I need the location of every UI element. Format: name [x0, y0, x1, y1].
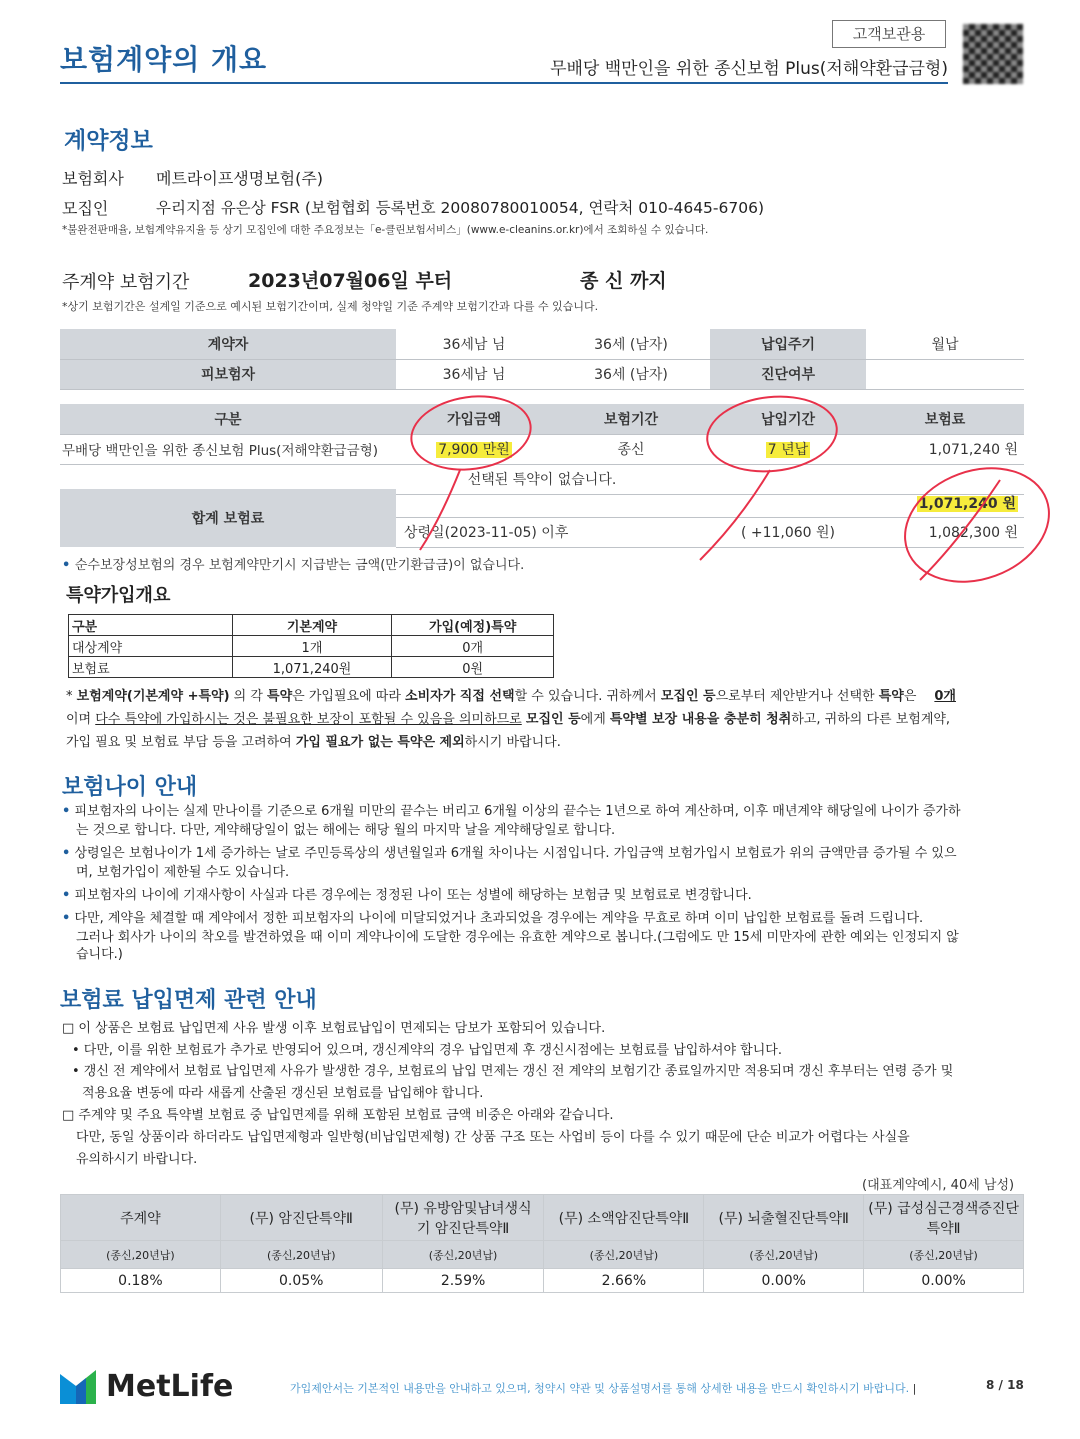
- footer-notice: 가입제안서는 기본적인 내용만을 안내하고 있으며, 청약시 약관 및 상품설명서를 통해 상세한 내용을 반드시 확인하시기 바랍니다. |: [290, 1382, 917, 1395]
- rate-sub: (종신,20년납): [382, 1241, 544, 1269]
- insured-label: 피보험자: [60, 359, 396, 389]
- rate-sub: (종신,20년납): [61, 1241, 221, 1269]
- coverage-premium: 1,071,240 원: [866, 434, 1024, 464]
- rider-header-type: 구분: [69, 615, 233, 636]
- page-number: 8 / 18: [986, 1378, 1024, 1392]
- coverage-header-row: [60, 404, 1024, 434]
- age-guide-item: • 피보험자의 나이는 실제 만나이를 기준으로 6개월 미만의 끝수는 버리고 6개월 이상의 끝수는 1년으로 하여 계산하며, 이후 매년계약 해당일에 나이가 증가하: [62, 804, 961, 819]
- age-guide-item-cont: 그러나 회사가 나이의 착오를 발견하였을 때 이미 계약나이에 도달한 경우에는 유효한 계약으로 봅니다.(그럼에도 만 15세 미만자에 관한 예외는 인정되지 않: [76, 930, 959, 945]
- metlife-logo-text: MetLife: [106, 1368, 234, 1404]
- waiver-line: • 다만, 이를 위한 보험료가 추가로 반영되어 있으며, 갱신계약의 경우 납입면제 후 갱신시점에는 보험료를 납입하셔야 합니다.: [72, 1043, 782, 1058]
- age-guide-item: • 피보험자의 나이에 기재사항이 사실과 다른 경우에는 정정된 나이 또는 성별에 해당하는 보험금 및 보험료로 변경합니다.: [62, 888, 752, 903]
- rate-header: 주계약: [61, 1195, 221, 1241]
- rider-row-label: 보험료: [69, 657, 233, 678]
- age-up-label: 상령일(2023-11-05) 이후: [396, 517, 710, 547]
- age-guide-item: • 다만, 계약을 체결할 때 계약에서 정한 피보험자의 나이에 미달되었거나 초과되었을 경우에는 계약을 무효로 하며 이미 납입한 보험료를 돌려 드립니다.: [62, 911, 924, 926]
- rate-header: (무) 급성심근경색증진단 특약Ⅱ: [864, 1195, 1024, 1241]
- coverage-header-pay-period: 납입기간: [710, 404, 866, 434]
- period-note: *상기 보험기간은 설계일 기준으로 예시된 보험기간이며, 실제 청약일 기준 주계약 보험기간과 다를 수 있습니다.: [62, 300, 599, 313]
- rate-value: 2.66%: [544, 1269, 704, 1293]
- metlife-logo: [58, 1366, 233, 1406]
- qr-code-icon: [963, 24, 1023, 84]
- waiver-line: 유의하시기 바랍니다.: [76, 1152, 198, 1167]
- rider-header-rider: 가입(예정)특약: [392, 615, 554, 636]
- header-divider: [60, 82, 948, 84]
- waiver-title: 보험료 납입면제 관련 안내: [60, 988, 317, 1013]
- rate-sub: (종신,20년납): [544, 1241, 704, 1269]
- waiver-rates-values: [61, 1269, 1024, 1293]
- age-guide-item-cont: 습니다.): [76, 947, 123, 962]
- pay-cycle-label: 납입주기: [710, 329, 866, 359]
- rate-header: (무) 소액암진단특약Ⅱ: [544, 1195, 704, 1241]
- example-note: (대표계약예시, 40세 남성): [862, 1178, 1015, 1193]
- rate-header: (무) 암진단특약Ⅱ: [220, 1195, 382, 1241]
- rider-paragraph-line-1: * 보험계약(기본계약 +특약) 의 각 특약은 가입필요에 따라 소비자가 직접 선택할 수 있습니다. 귀하께서 모집인 등으로부터 제안받거나 선택한 특약은 0개: [66, 689, 956, 704]
- coverage-header-type: 구분: [60, 404, 396, 434]
- insured-age: 36세 (남자): [552, 359, 710, 389]
- insured-name: 36세남 님: [396, 359, 552, 389]
- rider-paragraph-line-3: 가입 필요 및 보험료 부담 등을 고려하여 가입 필요가 없는 특약은 제외하시기 바랍니다.: [66, 735, 561, 750]
- waiver-line: 다만, 동일 상품이라 하더라도 납입면제형과 일반형(비납입면제형) 간 상품 구조 또는 사업비 등이 다를 수 있기 때문에 단순 비교가 어렵다는 사실을: [76, 1130, 910, 1145]
- contractor-row: [60, 329, 1024, 359]
- persons-table: [60, 329, 1024, 390]
- contractor-age: 36세 (남자): [552, 329, 710, 359]
- rider-header-basic: 기본계약: [232, 615, 392, 636]
- age-guide-title: 보험나이 안내: [62, 775, 198, 800]
- waiver-rates-header: [61, 1195, 1024, 1241]
- coverage-header-premium: 보험료: [866, 404, 1024, 434]
- diagnosis-value: [866, 359, 1024, 389]
- contractor-name: 36세남 님: [396, 329, 552, 359]
- rider-row-basic: 1,071,240원: [232, 657, 392, 678]
- rider-row-rider: 0개: [392, 636, 554, 657]
- total-premium: 1,071,240 원: [918, 495, 1016, 512]
- contractor-label: 계약자: [60, 329, 396, 359]
- age-up-premium: 1,082,300 원: [866, 517, 1024, 547]
- rate-value: 0.05%: [220, 1269, 382, 1293]
- period-to: 종 신 까지: [580, 270, 667, 292]
- copy-badge: 고객보관용: [832, 20, 946, 48]
- rider-row-rider: 0원: [392, 657, 554, 678]
- rider-summary-title: 특약가입개요: [66, 585, 171, 606]
- contract-info-title: 계약정보: [64, 128, 153, 154]
- coverage-note: • 순수보장성보험의 경우 보험계약만기시 지급받는 금액(만기환급금)이 없습니다.: [62, 558, 525, 573]
- no-rider-text: 선택된 특약이 없습니다.: [60, 464, 1024, 494]
- age-guide-item-cont: 며, 보험가입이 제한될 수도 있습니다.: [76, 865, 290, 880]
- total-label: 합계 보험료: [60, 489, 396, 547]
- rate-value: 0.18%: [61, 1269, 221, 1293]
- coverage-pay-period: 7 년납: [767, 442, 809, 458]
- metlife-logo-icon: [58, 1366, 98, 1406]
- rider-row-label: 대상계약: [69, 636, 233, 657]
- diagnosis-label: 진단여부: [710, 359, 866, 389]
- page-title: 보험계약의 개요: [60, 43, 268, 76]
- rider-summary-row: [69, 657, 554, 678]
- rider-summary-header: [69, 615, 554, 636]
- coverage-period: 종신: [552, 434, 710, 464]
- product-name: 무배당 백만인을 위한 종신보험 Plus(저해약환급금형): [550, 59, 948, 79]
- rate-value: 0.00%: [864, 1269, 1024, 1293]
- coverage-amount: 7,900 만원: [438, 442, 510, 458]
- age-guide-item-cont: 는 것으로 합니다. 다만, 계약해당일이 없는 해에는 해당 월의 마지막 날을 계약해당일로 합니다.: [76, 823, 616, 838]
- agent-label: 모집인: [62, 199, 109, 218]
- agent-value: 우리지점 유은상 FSR (보험협회 등록번호 20080780010054, 연락처 010-4645-6706): [156, 199, 765, 217]
- rate-value: 2.59%: [382, 1269, 544, 1293]
- rider-paragraph-line-2: 이며 다수 특약에 가입하시는 것은 불필요한 보장이 포함될 수 있음을 의미하므로 모집인 등에게 특약별 보장 내용을 충분히 청취하고, 귀하의 다른 보험계약,: [66, 712, 951, 727]
- age-up-diff: ( +11,060 원): [710, 517, 866, 547]
- waiver-line: □ 주계약 및 주요 특약별 보험료 중 납입면제를 위해 포함된 보험료 금액 비중은 아래와 같습니다.: [62, 1108, 614, 1123]
- rate-header: (무) 유방암및남녀생식기 암진단특약Ⅱ: [382, 1195, 544, 1241]
- rate-header: (무) 뇌출혈진단특약Ⅱ: [704, 1195, 864, 1241]
- rate-value: 0.00%: [704, 1269, 864, 1293]
- waiver-line: • 갱신 전 계약에서 보험료 납입면제 사유가 발생한 경우, 보험료의 납입 면제는 갱신 전 계약의 보험기간 종료일까지만 적용되며 갱신 후부터는 연령 증가 및: [72, 1064, 954, 1079]
- age-guide-item: • 상령일은 보험나이가 1세 증가하는 날로 주민등록상의 생년월일과 6개월 차이나는 시점입니다. 가입금액 보험가입시 보험료가 위의 금액만큼 증가될 수 있으: [62, 846, 957, 861]
- rate-sub: (종신,20년납): [220, 1241, 382, 1269]
- waiver-line: 적용요율 변동에 따라 새롭게 산출된 갱신된 보험료를 납입해야 합니다.: [82, 1086, 484, 1101]
- coverage-product: 무배당 백만인을 위한 종신보험 Plus(저해약환급금형): [60, 434, 396, 464]
- insurer-label: 보험회사: [62, 169, 124, 188]
- pay-cycle-value: 월납: [866, 329, 1024, 359]
- waiver-rates-table: [60, 1194, 1024, 1293]
- waiver-line: □ 이 상품은 보험료 납입면제 사유 발생 이후 보험료납입이 면제되는 담보가 포함되어 있습니다.: [62, 1021, 606, 1036]
- insured-row: [60, 359, 1024, 389]
- rider-row-basic: 1개: [232, 636, 392, 657]
- coverage-header-period: 보험기간: [552, 404, 710, 434]
- rider-summary-row: [69, 636, 554, 657]
- rate-sub: (종신,20년납): [864, 1241, 1024, 1269]
- rider-summary-table: [68, 614, 554, 678]
- period-from: 2023년07월06일 부터: [248, 270, 453, 292]
- waiver-rates-sub: [61, 1241, 1024, 1269]
- coverage-header-amount: 가입금액: [396, 404, 552, 434]
- period-label: 주계약 보험기간: [62, 272, 190, 293]
- insurer-value: 메트라이프생명보험(주): [156, 169, 324, 188]
- rate-sub: (종신,20년납): [704, 1241, 864, 1269]
- agent-note: *불완전판매율, 보험계약유지율 등 상기 모집인에 대한 주요정보는「e-클린보험서비스」(www.e-cleanins.or.kr)에서 조회하실 수 있습니다.: [62, 224, 709, 236]
